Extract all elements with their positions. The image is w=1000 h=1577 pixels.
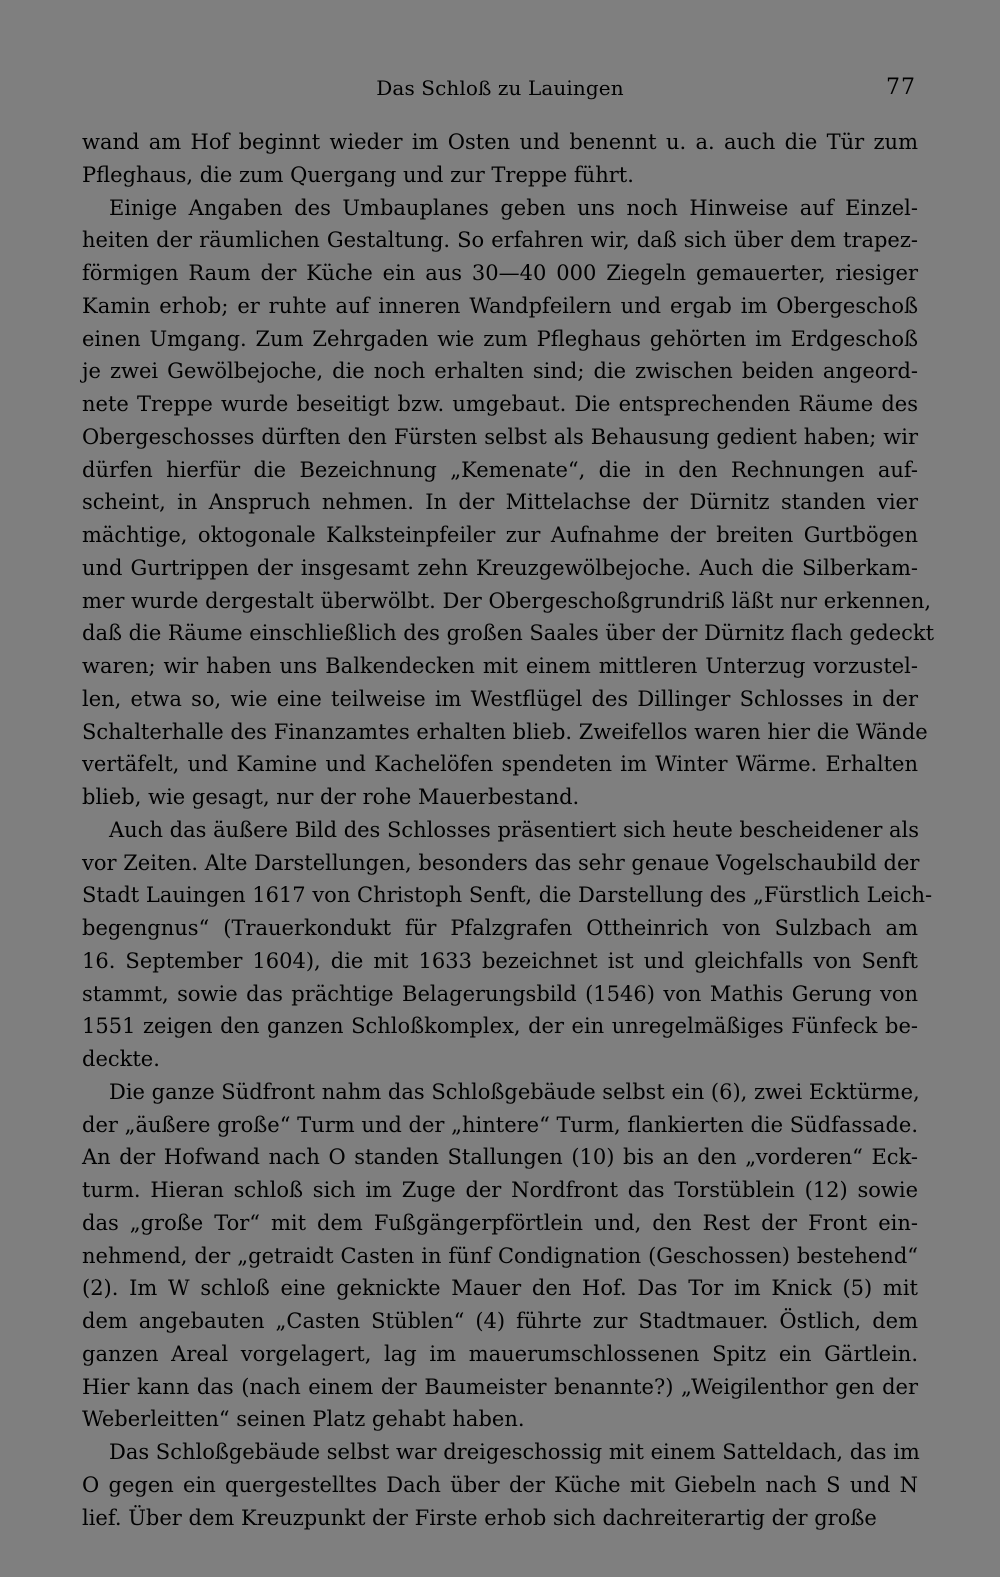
text-line: förmigen Raum der Küche ein aus 30—40 000 Ziegeln gemauerter, riesiger	[82, 261, 918, 285]
text-line: 16. September 1604), die mit 1633 bezeichnet ist und gleichfalls von Senft	[82, 948, 918, 973]
paragraph	[82, 192, 935, 814]
text-line: Einige Angaben des Umbauplanes geben uns noch Hinweise auf Einzel-	[109, 195, 918, 220]
text-line: Stadt Lauingen 1617 von Christoph Senft, die Darstellung des „Fürstlich Leich-	[82, 883, 933, 908]
text-line: und Gurtrippen der insgesamt zehn Kreuzgewölbejoche. Auch die Silberkam-	[82, 555, 918, 580]
text-line: begengnus“ (Trauerkondukt für Pfalzgrafen Ottheinrich von Sulzbach am	[82, 916, 918, 940]
text-line: An der Hofwand nach O standen Stallungen (10) bis an den „vorderen“ Eck-	[82, 1145, 918, 1170]
text-line: Weberleitten“ seinen Platz gehabt haben.	[82, 1407, 525, 1432]
text-line: Hier kann das (nach einem der Baumeister benannte?) „Weigilenthor gen der	[82, 1374, 918, 1399]
paragraph	[82, 1076, 918, 1436]
text-line: lief. Über dem Kreuzpunkt der Firste erhob sich dachreiterartig der große	[82, 1505, 877, 1530]
text-line: mächtige, oktogonale Kalksteinpfeiler zur Aufnahme der breiten Gurtbögen	[82, 523, 918, 547]
running-title: Das Schloß zu Lauingen	[376, 76, 624, 100]
text-line: deckte.	[82, 1047, 160, 1071]
text-line: je zwei Gewölbejoche, die noch erhalten sind; die zwischen beiden angeord-	[82, 359, 918, 384]
text-line: wand am Hof beginnt wieder im Osten und benennt u. a. auch die Tür zum	[82, 130, 918, 154]
text-line: turm. Hieran schloß sich im Zuge der Nordfront das Torstüblein (12) sowie	[82, 1178, 918, 1202]
text-line: der „äußere große“ Turm und der „hintere“ Turm, flankierten die Südfassade.	[82, 1112, 918, 1137]
text-line: stammt, sowie das prächtige Belagerungsbild (1546) von Mathis Gerung von	[82, 981, 918, 1006]
text-line: heiten der räumlichen Gestaltung. So erfahren wir, daß sich über dem trapez-	[82, 228, 918, 253]
text-line: waren; wir haben uns Balkendecken mit einem mittleren Unterzug vorzustel-	[82, 654, 918, 678]
paragraph	[82, 126, 918, 192]
text-line: Obergeschosses dürften den Fürsten selbst als Behausung gedient haben; wir	[82, 424, 918, 449]
text-line: mer wurde dergestalt überwölbt. Der Obergeschoßgrundriß läßt nur erkennen,	[82, 588, 932, 613]
text-line: dem angebauten „Casten Stüblen“ (4) führte zur Stadtmauer. Östlich, dem	[82, 1309, 918, 1333]
text-line: Auch das äußere Bild des Schlosses präsentiert sich heute bescheidener als	[109, 817, 920, 842]
text-line: len, etwa so, wie eine teilweise im Westflügel des Dillinger Schlosses in der	[82, 686, 918, 711]
text-line: vor Zeiten. Alte Darstellungen, besonders das sehr genaue Vogelschaubild der	[82, 850, 920, 875]
paragraph	[82, 814, 933, 1076]
text-line: nete Treppe wurde beseitigt bzw. umgebaut. Die entsprechenden Räume des	[82, 392, 918, 416]
text-line: O gegen ein quergestelltes Dach über der Küche mit Giebeln nach S und N	[82, 1472, 918, 1497]
text-line: Pfleghaus, die zum Quergang und zur Treppe führt.	[82, 162, 634, 187]
text-line: scheint, in Anspruch nehmen. In der Mittelachse der Dürnitz standen vier	[82, 490, 918, 515]
text-line: daß die Räume einschließlich des großen Saales über der Dürnitz flach gedeckt	[82, 621, 935, 646]
text-line: Das Schloßgebäude selbst war dreigeschossig mit einem Satteldach, das im	[109, 1440, 920, 1464]
text-line: Die ganze Südfront nahm das Schloßgebäude selbst ein (6), zwei Ecktürme,	[109, 1079, 920, 1104]
text-line: ganzen Areal vorgelagert, lag im mauerumschlossenen Spitz ein Gärtlein.	[82, 1341, 918, 1366]
page-number: 77	[886, 75, 916, 100]
text-line: nehmend, der „getraidt Casten in fünf Condignation (Geschossen) bestehend“	[82, 1243, 918, 1268]
text-line: blieb, wie gesagt, nur der rohe Mauerbestand.	[82, 785, 580, 809]
text-line: dürfen hierfür die Bezeichnung „Kemenate“, die in den Rechnungen auf-	[82, 457, 918, 482]
text-line: Schalterhalle des Finanzamtes erhalten blieb. Zweifellos waren hier die Wände	[82, 719, 928, 744]
text-line: 1551 zeigen den ganzen Schloßkomplex, der ein unregelmäßiges Fünfeck be-	[82, 1014, 918, 1039]
running-head	[0, 68, 1000, 108]
text-line: vertäfelt, und Kamine und Kachelöfen spendeten im Winter Wärme. Erhalten	[82, 752, 918, 777]
text-line: (2). Im W schloß eine geknickte Mauer den Hof. Das Tor im Knick (5) mit	[82, 1276, 918, 1301]
body-text	[82, 126, 935, 1534]
text-line: einen Umgang. Zum Zehrgaden wie zum Pfleghaus gehörten im Erdgeschoß	[82, 326, 918, 351]
text-line: das „große Tor“ mit dem Fußgängerpförtlein und, den Rest der Front ein-	[82, 1210, 918, 1235]
text-line: Kamin erhob; er ruhte auf inneren Wandpfeilern und ergab im Obergeschoß	[82, 293, 918, 318]
paragraph	[82, 1436, 918, 1534]
